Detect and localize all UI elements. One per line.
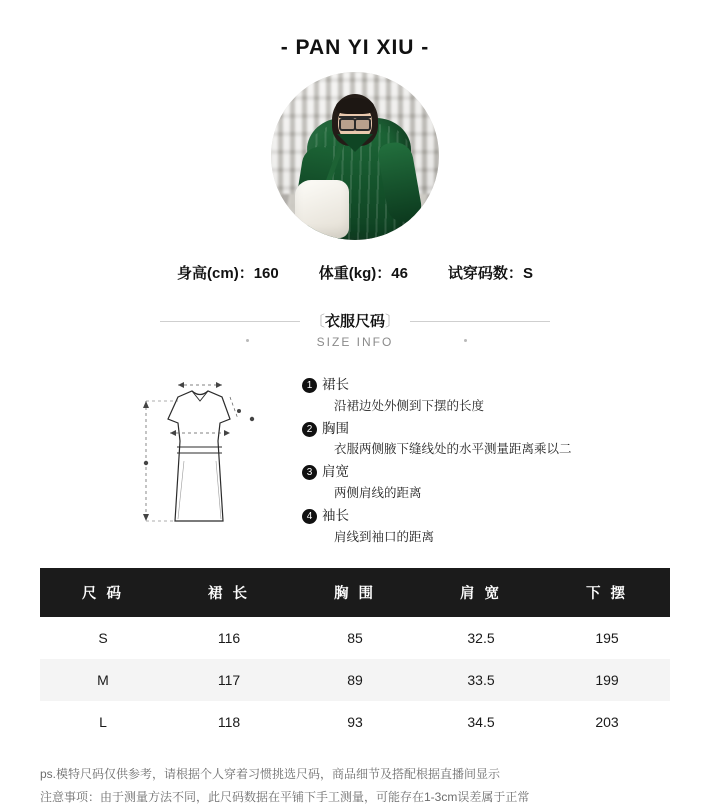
legend-desc-4: 肩线到袖口的距离 xyxy=(334,529,435,544)
decor-dot-right xyxy=(464,339,467,342)
table-row xyxy=(40,617,670,659)
cell-hem: 203 xyxy=(595,713,619,730)
legend-badge-4: 4 xyxy=(302,509,317,524)
cell-size: L xyxy=(99,713,107,730)
legend-badge-2: 2 xyxy=(302,422,317,437)
size-info-subtitle: SIZE INFO xyxy=(316,335,394,349)
cell-shoulder: 34.5 xyxy=(467,713,495,730)
dress-diagram xyxy=(120,371,280,531)
legend-badge-3: 3 xyxy=(302,465,317,480)
col-header-hem: 下 摆 xyxy=(544,568,670,617)
col-header-shoulder: 肩 宽 xyxy=(418,568,544,617)
model-photo-wrap xyxy=(0,72,710,240)
measurement-section xyxy=(0,371,710,550)
table-row xyxy=(40,701,670,743)
size-info-header xyxy=(0,307,710,365)
white-handbag xyxy=(295,180,349,238)
cell-size: M xyxy=(97,671,109,688)
stat-weight-value: 46 xyxy=(391,265,408,282)
cell-bust: 85 xyxy=(347,629,363,646)
footer-notes xyxy=(40,763,670,808)
glasses-icon xyxy=(339,116,371,128)
stat-size-worn-value: S xyxy=(522,265,533,282)
legend-term-1: 裙长 xyxy=(322,377,349,392)
col-header-length: 裙 长 xyxy=(166,568,292,617)
bracket-right: 〕 xyxy=(385,313,401,330)
legend-item-1 xyxy=(302,375,572,395)
size-info-title-text: 衣服尺码 xyxy=(324,313,386,330)
dress-diagram-svg xyxy=(120,371,280,531)
table-header-row xyxy=(40,568,670,617)
stat-height xyxy=(177,262,279,283)
cell-length: 117 xyxy=(217,671,241,688)
cell-length: 118 xyxy=(217,713,241,730)
stat-height-label: 身高(cm)： xyxy=(177,265,254,282)
size-table-wrap xyxy=(40,568,670,743)
col-header-bust: 胸 围 xyxy=(292,568,418,617)
legend-item-2 xyxy=(302,419,572,439)
cell-bust: 89 xyxy=(347,671,363,688)
size-info-title xyxy=(300,310,410,331)
note-line-1: ps.模特尺码仅供参考，请根据个人穿着习惯挑选尺码，商品细节及搭配根据直播间显示 xyxy=(40,766,501,781)
legend-term-4: 袖长 xyxy=(322,508,349,524)
bracket-left: 〔 xyxy=(309,313,325,330)
model-photo xyxy=(271,72,439,240)
size-table-head xyxy=(40,568,670,617)
stat-weight-label: 体重(kg)： xyxy=(318,265,392,282)
size-table xyxy=(40,568,670,743)
legend-desc-1: 沿裙边处外侧到下摆的长度 xyxy=(334,398,485,413)
cell-shoulder: 33.5 xyxy=(467,671,495,688)
cell-hem: 195 xyxy=(595,629,619,646)
cell-length: 116 xyxy=(217,629,241,646)
brand-title: - PAN YI XIU - xyxy=(280,36,430,59)
legend-desc-3: 两侧肩线的距离 xyxy=(334,485,422,500)
stat-size-worn xyxy=(448,262,533,283)
decor-dot-left xyxy=(246,339,249,342)
note-line-2: 注意事项：由于测量方法不同，此尺码数据在平铺下手工测量，可能存在1-3cm误差属于正常 xyxy=(40,789,530,804)
legend-term-2: 胸围 xyxy=(322,420,349,436)
legend-item-3 xyxy=(302,462,572,482)
cell-bust: 93 xyxy=(347,713,363,730)
legend-item-4 xyxy=(302,506,572,526)
legend-badge-1: 1 xyxy=(302,378,317,393)
legend-desc-2: 衣服两侧腋下缝线处的水平测量距离乘以二 xyxy=(334,442,572,457)
stat-height-value: 160 xyxy=(253,265,279,282)
col-header-size: 尺 码 xyxy=(40,568,166,617)
cell-shoulder: 32.5 xyxy=(467,629,495,646)
stat-weight xyxy=(319,262,408,283)
model-stats xyxy=(0,262,710,283)
stat-size-worn-label: 试穿码数： xyxy=(447,265,523,282)
legend-term-3: 肩宽 xyxy=(322,464,349,480)
table-row xyxy=(40,659,670,701)
cell-hem: 199 xyxy=(595,671,619,688)
cell-size: S xyxy=(98,629,108,646)
size-table-body xyxy=(40,617,670,743)
measurement-legend xyxy=(302,371,572,550)
model-fringe xyxy=(336,98,374,114)
